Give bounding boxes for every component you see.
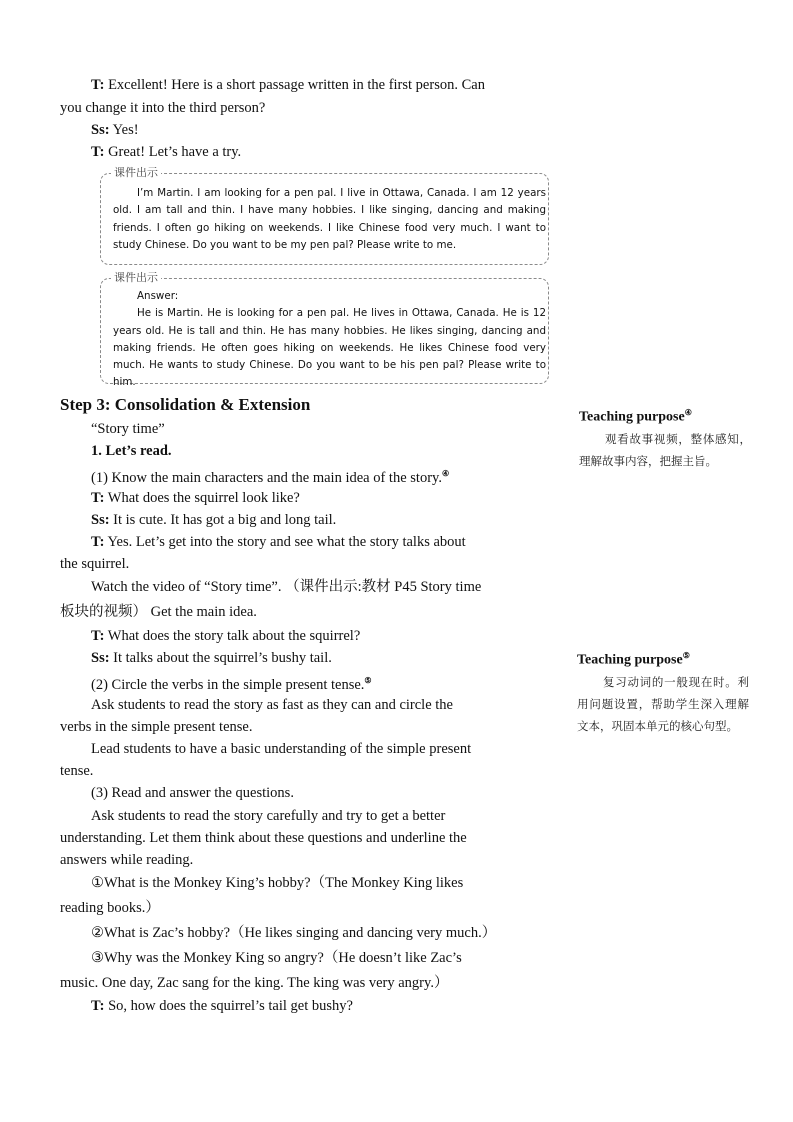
subheading-lets-read: 1. Let’s read.: [91, 443, 172, 459]
instruction-ask-2: Ask students to read the story carefully and try to get a better: [91, 808, 446, 824]
story-time-label: “Story time”: [91, 421, 165, 437]
answer-label: Answer:: [137, 290, 179, 302]
footnote-mark: ⑤: [364, 676, 372, 685]
dialogue-continuation: the squirrel.: [60, 556, 130, 572]
dialogue-text: Yes!: [109, 122, 139, 138]
teaching-purpose-body-4: 观看故事视频，整体感知，理解故事内容，把握主旨。: [579, 432, 751, 468]
passage-text: He is Martin. He is looking for a pen pal. He lives in Ottawa, Canada. He is 12 years old. He is tall and thin. He has many hobbies. He likes singing, dancing and making friends. He often goes hiking on weekends. He likes Chinese food very much. He wants to study Chinese. Do you want to be his pen pal? Please write to him.: [113, 307, 546, 389]
speaker-label: Ss:: [91, 512, 110, 528]
instruction-watch-continuation: 板块的视频） Get the main idea.: [60, 604, 257, 620]
dialogue-line-ss5: Ss: It talks about the squirrel’s bushy tail.: [91, 650, 332, 666]
section-heading: Step 3: Consolidation & Extension: [60, 395, 311, 414]
footnote-mark: ④: [441, 469, 450, 478]
question-1: ①What is the Monkey King’s hobby?（The Monkey King likes: [91, 875, 464, 891]
courseware-box-answer: [100, 271, 549, 389]
speaker-label: T:: [91, 77, 105, 93]
courseware-tag: 课件出示: [111, 166, 161, 180]
dialogue-line-t4: T: Yes. Let’s get into the story and see what the story talks about: [91, 534, 466, 550]
speaker-label: T:: [91, 490, 105, 506]
courseware-box-passage: [100, 166, 549, 265]
passage-third-person: [113, 288, 546, 392]
speaker-label: T:: [91, 534, 105, 550]
task-item-3: (3) Read and answer the questions.: [91, 785, 294, 801]
teaching-purpose-title-5: Teaching purpose⑤: [577, 651, 690, 668]
dialogue-continuation: you change it into the third person?: [60, 100, 266, 116]
footnote-mark: ⑤: [682, 651, 690, 660]
dialogue-line-ss3: Ss: It is cute. It has got a big and long tail.: [91, 512, 337, 528]
instruction-ask-1-continuation: verbs in the simple present tense.: [60, 719, 253, 735]
speaker-label: T:: [91, 998, 105, 1014]
instruction-ask-2-continuation: understanding. Let them think about these questions and underline the: [60, 830, 467, 846]
dialogue-line-t1: [91, 76, 485, 94]
instruction-ask-1: Ask students to read the story as fast as they can and circle the: [91, 697, 453, 713]
instruction-lead-continuation: tense.: [60, 763, 94, 779]
speaker-label: Ss:: [91, 650, 110, 666]
speaker-label: T:: [91, 144, 105, 160]
question-2: ②What is Zac’s hobby?（He likes singing and dancing very much.）: [91, 925, 497, 941]
question-1-continuation: reading books.）: [60, 900, 160, 916]
passage-text: I’m Martin. I am looking for a pen pal. I live in Ottawa, Canada. I am 12 years old. I am tall and thin. I have many hobbies. I like singing, dancing and making friends. I often go hiking on weekends. I like Chinese food very much. I want to study Chinese. Do you want to be my pen pal? Please write to me.: [113, 187, 546, 251]
dialogue-line-t2: [91, 143, 241, 161]
dialogue-text: Great! Let’s have a try.: [104, 144, 242, 160]
teaching-purpose-body-5: 复习动词的一般现在时。利用问题设置，帮助学生深入理解文本，巩固本单元的核心句型。: [577, 675, 749, 733]
footnote-mark: ④: [684, 408, 692, 417]
instruction-ask-2-continuation: answers while reading.: [60, 852, 194, 868]
dialogue-line-t6: T: So, how does the squirrel’s tail get bushy?: [91, 998, 353, 1014]
dialogue-text: Excellent! Here is a short passage written in the first person. Can: [104, 77, 485, 93]
speaker-label: T:: [91, 628, 105, 644]
task-item-1: (1) Know the main characters and the main idea of the story.④: [91, 469, 450, 486]
instruction-lead: Lead students to have a basic understanding of the simple present: [91, 741, 472, 757]
question-3: ③Why was the Monkey King so angry?（He doesn’t like Zac’s: [91, 950, 462, 966]
task-item-2: (2) Circle the verbs in the simple present tense.⑤: [91, 676, 372, 693]
dialogue-line-ss1: [91, 121, 139, 139]
dialogue-line-t3: T: What does the squirrel look like?: [91, 490, 300, 506]
courseware-tag: 课件出示: [111, 271, 161, 285]
dialogue-line-t5: T: What does the story talk about the squirrel?: [91, 628, 361, 644]
teaching-purpose-title-4: Teaching purpose④: [579, 408, 692, 425]
passage-first-person: [113, 185, 546, 254]
question-3-continuation: music. One day, Zac sang for the king. The king was very angry.）: [60, 975, 449, 991]
instruction-watch: Watch the video of “Story time”. （课件出示:教材 P45 Story time: [91, 579, 482, 595]
speaker-label: Ss:: [91, 122, 110, 138]
